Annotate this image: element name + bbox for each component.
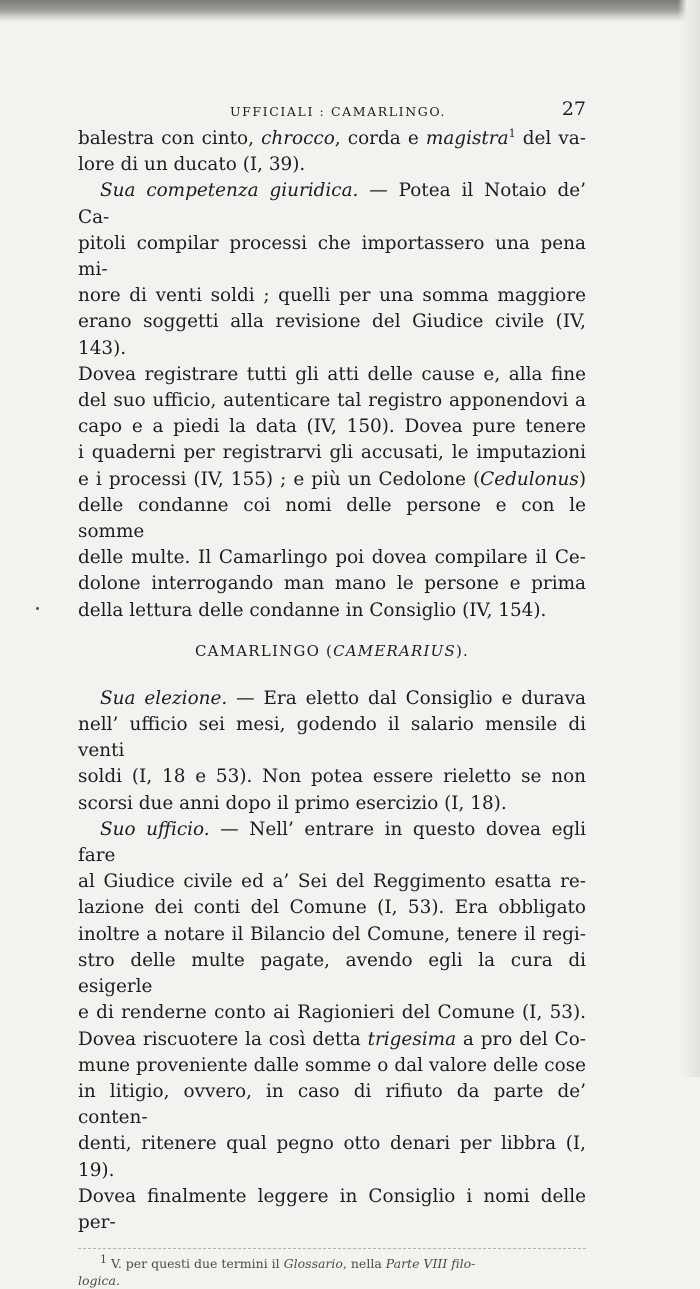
book-page — [78, 98, 586, 1289]
text-line: Suo ufficio. — Nell’ entrare in questo dovea egli fare — [78, 818, 586, 867]
text-line: pitoli compilar processi che importassero una pena mi- — [78, 232, 586, 281]
text-line: della lettura delle condanne in Consiglio (IV, 154). — [78, 599, 547, 621]
text-line: lore di un ducato (I, 39). — [78, 154, 306, 176]
running-title: UFFICIALI : CAMARLINGO. — [230, 104, 447, 119]
body-text — [78, 126, 586, 1236]
text-line: capo e a piedi la data (IV, 150). Dovea pure tenere — [78, 416, 586, 438]
text-line: erano soggetti alla revisione del Giudice civile (IV, 143). — [78, 311, 586, 359]
text-line: Dovea finalmente leggere in Consiglio i nomi delle per- — [78, 1185, 586, 1233]
text-line: soldi (I, 18 e 53). Non potea essere rieletto se non — [78, 766, 586, 788]
footnote-rule — [78, 1248, 586, 1249]
footnote-ref: 1 — [508, 126, 516, 140]
text-line: in litigio, ovvero, in caso di rifiuto da parte de’ conten- — [78, 1080, 586, 1129]
text-line: Dovea riscuotere la così detta trigesima a pro del Co- — [78, 1028, 586, 1050]
scan-edge-right — [678, 0, 700, 1077]
text-line: stro delle multe pagate, avendo egli la cura di esigerle — [78, 949, 586, 998]
page-number: 27 — [561, 98, 586, 120]
paragraph-title: Sua competenza giuridica. — [100, 180, 359, 202]
text-line: al Giudice civile ed a’ Sei del Reggimento esatta re- — [78, 871, 586, 893]
text-line: balestra con cinto, chrocco, corda e magistra$^1$ del va- — [78, 126, 586, 149]
paragraph-title: Sua elezione. — [100, 687, 228, 709]
text-line: lazione dei conti del Comune (I, 53). Era obbligato — [78, 897, 586, 919]
text-line: e i processi (IV, 155) ; e più un Cedolone (Cedulonus) — [78, 468, 586, 490]
text-line: scorsi due anni dopo il primo esercizio (I, 18). — [78, 792, 507, 814]
section-heading: CAMARLINGO (CAMERARIUS). — [194, 641, 470, 660]
text-line: delle condanne coi nomi delle persone e con le somme — [78, 494, 586, 543]
text-line: Sua competenza giuridica. — Potea il Notaio de’ Ca- — [78, 180, 587, 228]
text-line: denti, ritenere qual pegno otto denari per libbra (I, 19). — [78, 1133, 586, 1181]
text-line: Dovea registrare tutti gli atti delle cause e, alla fine — [78, 363, 586, 385]
text-line: mune proveniente dalle somme o dal valore delle cose — [78, 1054, 586, 1076]
text-line: nell’ ufficio sei mesi, godendo il salario mensile di venti — [78, 714, 586, 762]
text-line: Sua elezione. — Era eletto dal Consiglio e durava — [100, 687, 586, 709]
scan-edge-top — [0, 0, 700, 22]
text-line: delle multe. Il Camarlingo poi dovea compilare il Ce- — [78, 547, 586, 569]
running-head — [78, 98, 586, 126]
paragraph-title: Suo ufficio. — [100, 818, 210, 840]
text-line: e di renderne conto ai Ragionieri del Comune (I, 53). — [78, 1002, 586, 1024]
text-line: del suo ufficio, autenticare tal registro apponendovi a — [78, 390, 586, 412]
text-line: nore di venti soldi ; quelli per una somma maggiore — [78, 285, 586, 307]
text-line: i quaderni per registrarvi gli accusati, le imputazioni — [78, 442, 586, 464]
text-line: dolone interrogando man mano le persone e prima — [78, 573, 586, 595]
footnote: $^1$ V. per questi due termini il Glossario, nella Parte VIII filo- logica. — [78, 1252, 476, 1289]
text-line: inoltre a notare il Bilancio del Comune, tenere il regi- — [78, 923, 586, 945]
margin-mark — [36, 607, 39, 610]
